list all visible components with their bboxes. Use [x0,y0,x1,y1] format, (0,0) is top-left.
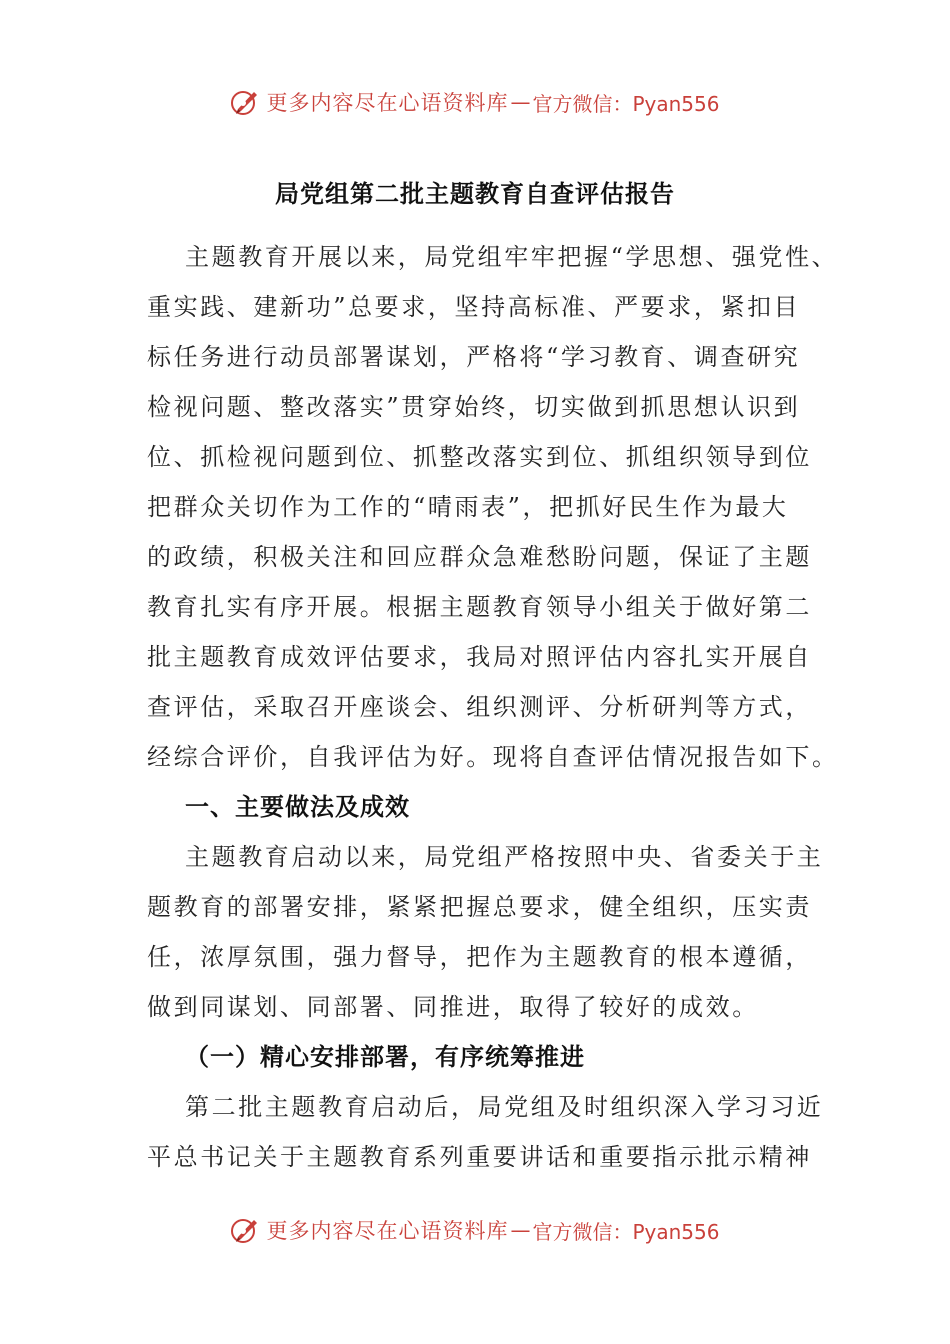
watermark-separator: — [510,90,531,114]
watermark-wechat: 官方微信：Pyan556 [532,91,720,116]
watermark-header [0,82,950,122]
text-line: 做到同谋划、同部署、同推进，取得了较好的成效。 [147,993,759,1021]
text-line: 位、抓检视问题到位、抓整改落实到位、抓组织领导到位 [147,443,812,471]
quill-pen-logo-icon [230,1215,260,1245]
watermark-separator: — [510,1218,531,1242]
subsection-heading: （一）精心安排部署，有序统筹推进 [185,1043,585,1071]
section-heading: 一、主要做法及成效 [185,793,410,821]
text-line: 教育扎实有序开展。根据主题教育领导小组关于做好第二 [147,593,812,621]
page-title: 局党组第二批主题教育自查评估报告 [275,180,675,208]
text-line: 主题教育开展以来，局党组牢牢把握“学思想、强党性、 [185,243,839,271]
text-line: 主题教育启动以来，局党组严格按照中央、省委关于主 [185,843,824,871]
watermark-text: 更多内容尽在心语资料库 [266,91,509,115]
text-line: 第二批主题教育启动后，局党组及时组织深入学习习近 [185,1093,824,1121]
text-line: 任，浓厚氛围，强力督导，把作为主题教育的根本遵循， [147,943,812,971]
text-line: 题教育的部署安排，紧紧把握总要求，健全组织，压实责 [147,893,812,921]
quill-pen-logo-icon [230,87,260,117]
watermark-wechat: 官方微信：Pyan556 [532,1219,720,1244]
text-line: 批主题教育成效评估要求，我局对照评估内容扎实开展自 [147,643,812,671]
text-line: 把群众关切作为工作的“晴雨表”，把抓好民生作为最大 [147,493,789,521]
text-line: 检视问题、整改落实”贯穿始终，切实做到抓思想认识到 [147,393,801,421]
text-line: 重实践、建新功”总要求，坚持高标准、严要求，紧扣目 [147,293,801,321]
text-line: 经综合评价，自我评估为好。现将自查评估情况报告如下。 [147,743,839,771]
text-line: 平总书记关于主题教育系列重要讲话和重要指示批示精神 [147,1143,812,1171]
text-line: 的政绩，积极关注和回应群众急难愁盼问题，保证了主题 [147,543,812,571]
watermark-text: 更多内容尽在心语资料库 [266,1219,509,1243]
text-line: 标任务进行动员部署谋划，严格将“学习教育、调查研究 [147,343,801,371]
watermark-footer [0,1210,950,1250]
text-line: 查评估，采取召开座谈会、组织测评、分析研判等方式， [147,693,812,721]
